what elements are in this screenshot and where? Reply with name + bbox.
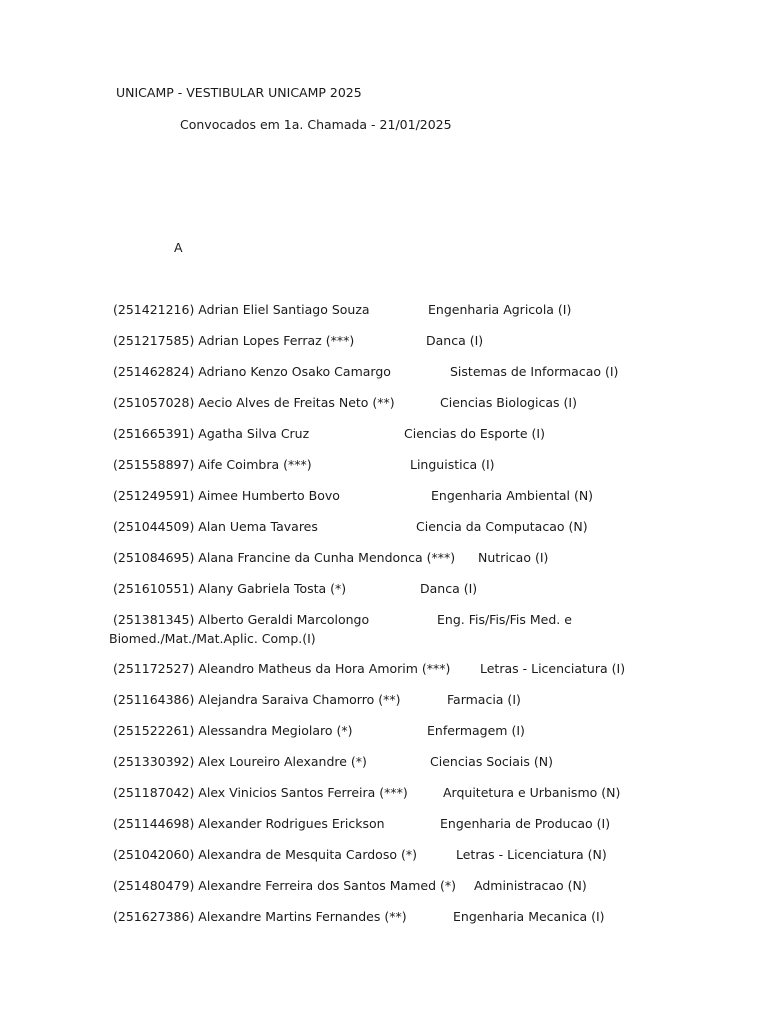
candidate-entry: (251421216) Adrian Eliel Santiago Souza [113,302,370,317]
course-name: Letras - Licenciatura (I) [480,661,626,676]
course-name: Ciencias Sociais (N) [430,754,553,769]
section-letter: A [174,240,183,255]
candidate-entry: (251187042) Alex Vinicios Santos Ferreira (***) [113,785,408,800]
candidate-entry: (251164386) Alejandra Saraiva Chamorro (**) [113,692,401,707]
course-name: Letras - Licenciatura (N) [456,847,607,862]
course-name: Ciencias Biologicas (I) [440,395,577,410]
candidate-entry: (251249591) Aimee Humberto Bovo [113,488,340,503]
course-name: Linguistica (I) [410,457,495,472]
document-subtitle: Convocados em 1a. Chamada - 21/01/2025 [180,117,452,132]
course-name: Danca (I) [420,581,478,596]
course-name: Engenharia Ambiental (N) [431,488,594,503]
candidate-entry: (251522261) Alessandra Megiolaro (*) [113,723,353,738]
candidate-entry: (251217585) Adrian Lopes Ferraz (***) [113,333,355,348]
candidate-entry: (251172527) Aleandro Matheus da Hora Amorim (***) [113,661,451,676]
candidate-entry: (251084695) Alana Francine da Cunha Mendonca (***) [113,550,456,565]
course-name: Eng. Fis/Fis/Fis Med. e [437,612,572,627]
document-title: UNICAMP - VESTIBULAR UNICAMP 2025 [116,85,362,100]
course-name: Ciencia da Computacao (N) [416,519,588,534]
candidate-entry: (251558897) Aife Coimbra (***) [113,457,312,472]
course-name: Ciencias do Esporte (I) [404,426,545,441]
course-name-continuation: Biomed./Mat./Mat.Aplic. Comp.(I) [109,631,316,646]
candidate-entry: (251462824) Adriano Kenzo Osako Camargo [113,364,391,379]
candidate-entry: (251057028) Aecio Alves de Freitas Neto (**) [113,395,395,410]
candidate-entry: (251381345) Alberto Geraldi Marcolongo [113,612,370,627]
course-name: Engenharia de Producao (I) [440,816,611,831]
course-name: Engenharia Agricola (I) [428,302,572,317]
candidate-entry: (251044509) Alan Uema Tavares [113,519,318,534]
course-name: Nutricao (I) [478,550,549,565]
candidate-entry: (251480479) Alexandre Ferreira dos Santos Mamed (*) [113,878,456,893]
candidate-entry: (251330392) Alex Loureiro Alexandre (*) [113,754,367,769]
course-name: Enfermagem (I) [427,723,525,738]
course-name: Farmacia (I) [447,692,521,707]
course-name: Engenharia Mecanica (I) [453,909,605,924]
candidate-entry: (251144698) Alexander Rodrigues Erickson [113,816,385,831]
candidate-entry: (251610551) Alany Gabriela Tosta (*) [113,581,347,596]
candidate-entry: (251627386) Alexandre Martins Fernandes (**) [113,909,407,924]
course-name: Administracao (N) [474,878,587,893]
candidate-entry: (251042060) Alexandra de Mesquita Cardoso (*) [113,847,417,862]
course-name: Danca (I) [426,333,484,348]
course-name: Arquitetura e Urbanismo (N) [443,785,621,800]
course-name: Sistemas de Informacao (I) [450,364,619,379]
candidate-entry: (251665391) Agatha Silva Cruz [113,426,310,441]
